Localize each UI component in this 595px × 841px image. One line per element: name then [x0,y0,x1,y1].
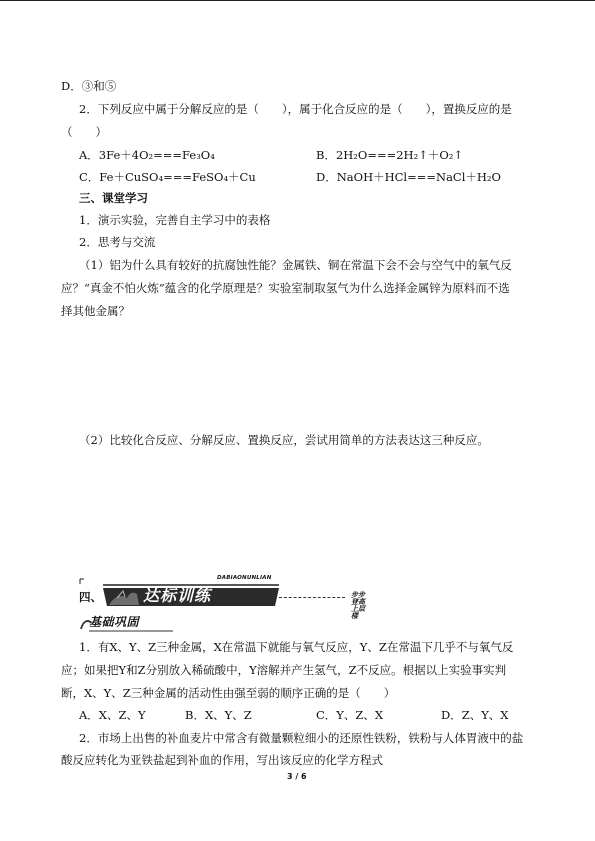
banner-section-number: 四、 [79,590,102,604]
section-banner [79,575,369,620]
question-paragraph-line: （2）比较化合反应、分解反应、置换反应，尝试用简单的方法表达这三种反应。 [79,433,489,447]
option-c: C．Fe＋CuSO₄===FeSO₄＋Cu [79,170,256,184]
item-1: 1．演示实验，完善自主学习中的表格 [79,213,271,227]
choice-c: C．Y、Z、X [316,708,384,722]
question-paragraph-line: 应？“真金不怕火炼”蕴含的化学原理是？实验室制取氢气为什么选择金属锌为原料而不选 [61,281,510,295]
banner-slogan: 步步登高上层楼 [351,590,365,620]
question-paragraph-line: 择其他金属？ [61,304,130,318]
banner-pinyin: DABIAONUNLIAN [217,575,272,581]
item-2: 2．思考与交流 [79,235,156,249]
question-1-line: 断，X、Y、Z三种金属的活动性由强至弱的顺序正确的是（ ） [61,686,396,700]
question-paragraph-line: （1）铝为什么具有较好的抗腐蚀性能？金属铁、铜在常温下会不会与空气中的氧气反 [79,258,512,272]
option-d: D．NaOH＋HCl===NaCl＋H₂O [316,170,501,184]
page-number: 3 / 6 [287,772,307,781]
question-2-blank: （ ） [61,125,107,139]
top-rule [0,0,595,1]
question-2-stem: 2．下列反应中属于分解反应的是（ ），属于化合反应的是（ ），置换反应的是 [79,102,512,116]
question-2b-line: 2．市场上出售的补血麦片中常含有微量颗粒细小的还原性铁粉，铁粉与人体胃液中的盐 [79,731,524,745]
question-1-line: 1．有X、Y、Z三种金属，X在常温下就能与氧气反应，Y、Z在常温下几乎不与氧气反 [79,640,514,654]
option-a: A．3Fe＋4O₂===Fe₃O₄ [79,148,215,162]
corner-mark-icon [80,579,84,584]
option-d-line: D．③和⑤ [61,79,117,93]
section-heading: 三、课堂学习 [79,191,148,205]
choice-b: B．X、Y、Z [185,708,252,722]
option-b: B．2H₂O===2H₂↑＋O₂↑ [316,148,464,162]
banner-title: 达标训练 [143,586,212,605]
choice-d: D．Z、Y、X [441,708,509,722]
banner-dash-rule [279,597,345,598]
question-1-line: 应；如果把Y和Z分别放入稀硫酸中，Y溶解并产生氢气，Z不反应。根据以上实验事实判 [61,663,507,677]
question-2b-line: 酸反应转化为亚铁盐起到补血的作用，写出该反应的化学方程式 [61,753,383,767]
choice-a: A．X、Z、Y [79,708,146,722]
sub-banner-title: 基础巩固 [89,615,140,629]
